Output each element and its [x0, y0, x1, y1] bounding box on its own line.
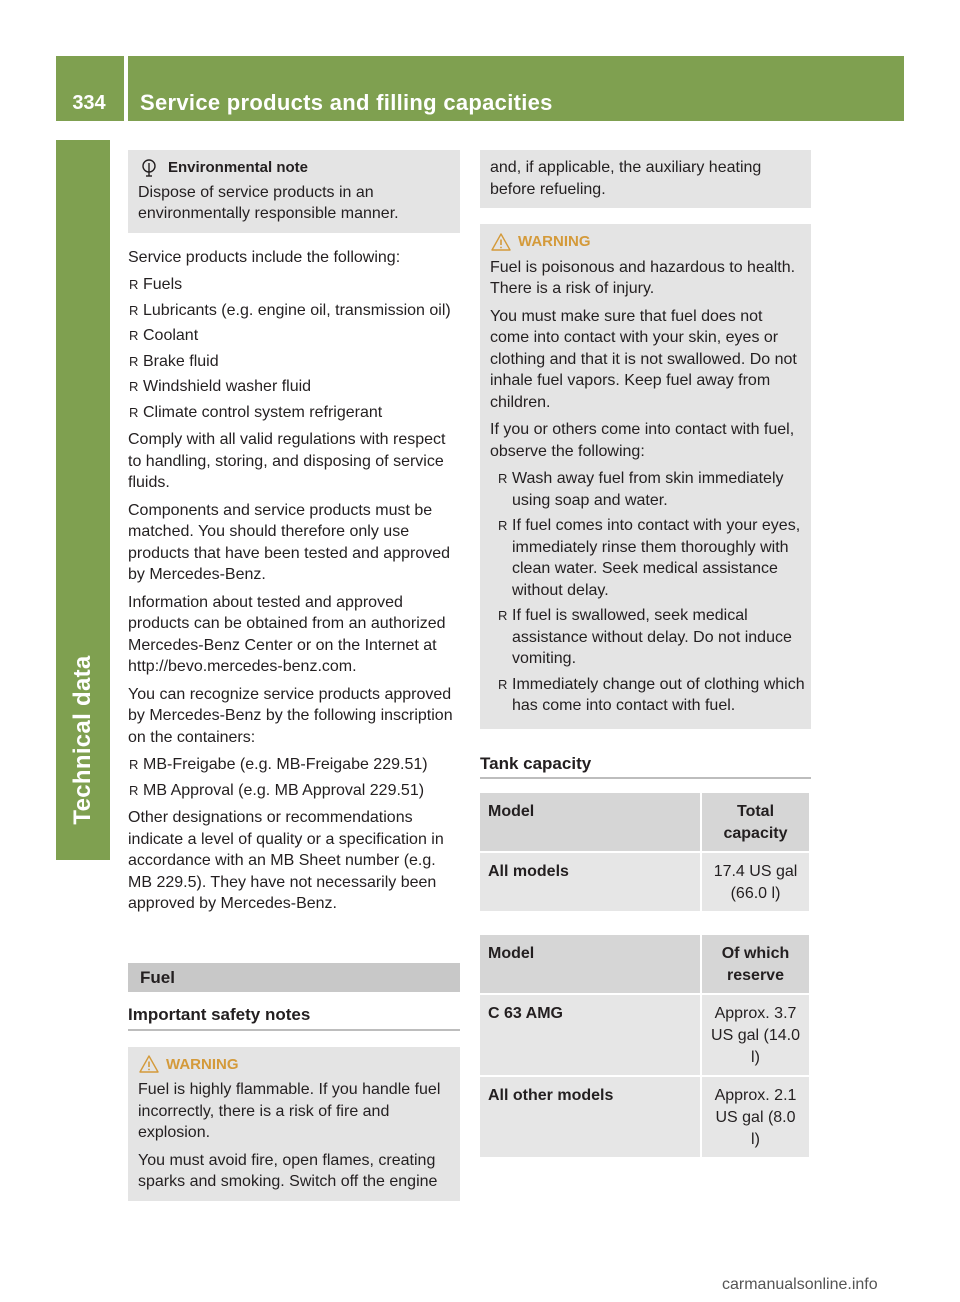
- list-item: R Coolant: [128, 325, 460, 347]
- list-item: R Windshield washer fluid: [128, 376, 460, 398]
- paragraph: You must make sure that fuel does not come into contact with your skin, eyes or clothing and that it is not swallowed. Do not inhale fuel vapors. Keep fuel away from children.: [490, 307, 797, 411]
- warning-box-fire: [128, 1047, 460, 1201]
- list-item: R If fuel is swallowed, seek medical assistance without delay. Do not induce vomiting.: [490, 605, 805, 670]
- left-column: [128, 150, 460, 1201]
- environmental-note-title: Environmental note: [168, 159, 309, 176]
- products-intro: Service products include the following:: [128, 248, 401, 266]
- table-header: Total capacity: [702, 793, 809, 851]
- header-divider: [124, 56, 128, 121]
- section-title-fuel: Fuel: [128, 963, 460, 993]
- lightbulb-icon: [138, 158, 160, 178]
- warning-title: WARNING: [166, 1055, 239, 1073]
- paragraph: You must avoid fire, open flames, creating sparks and smoking. Switch off the engine: [138, 1151, 438, 1190]
- table-row: [480, 1077, 809, 1157]
- fuel-contact-list: [490, 468, 805, 717]
- watermark: carmanualsonline.info: [722, 1276, 878, 1293]
- continuation-box: [480, 150, 811, 208]
- table-row: [480, 853, 809, 911]
- continuation-text: and, if applicable, the auxiliary heating before refueling.: [490, 159, 762, 198]
- list-item: R Fuels: [128, 274, 460, 296]
- list-item: R MB-Freigabe (e.g. MB-Freigabe 229.51): [128, 754, 460, 776]
- table-header: Model: [480, 793, 700, 851]
- paragraph: If you or others come into contact with fuel, observe the following:: [490, 421, 795, 460]
- right-column: [480, 150, 811, 1159]
- warning-title: WARNING: [518, 233, 591, 250]
- paragraph: Fuel is poisonous and hazardous to health. There is a risk of injury.: [490, 258, 796, 297]
- table-row: [480, 995, 809, 1075]
- side-tab-label: Technical data: [69, 655, 96, 825]
- table-cell: C 63 AMG: [480, 995, 700, 1075]
- tank-capacity-heading: Tank capacity: [480, 733, 811, 780]
- table-header: Model: [480, 935, 700, 993]
- environmental-note-text: Dispose of service products in an environmentally responsible manner.: [138, 183, 399, 222]
- approvals-list: [128, 754, 460, 801]
- products-list: [128, 274, 460, 423]
- table-cell: 17.4 US gal (66.0 l): [702, 853, 809, 911]
- table-cell: Approx. 2.1 US gal (8.0 l): [702, 1077, 809, 1157]
- list-item: R Wash away fuel from skin immediately using soap and water.: [490, 468, 805, 511]
- list-item: R MB Approval (e.g. MB Approval 229.51): [128, 780, 460, 802]
- subsection-title: Important safety notes: [128, 992, 460, 1031]
- list-item: R Immediately change out of clothing which has come into contact with fuel.: [490, 674, 805, 717]
- warning-triangle-icon: [138, 1054, 160, 1074]
- reserve-capacity-table: [478, 933, 811, 1159]
- paragraph: You can recognize service products approved by Mercedes-Benz by the following inscription on the containers:: [128, 685, 453, 746]
- paragraph: Other designations or recommendations indicate a level of quality or a specification in accordance with an MB Sheet number (e.g. MB 229.5). They have not necessarily been approved by Mercedes-Benz.: [128, 809, 444, 912]
- table-cell: All models: [480, 853, 700, 911]
- list-item: R Lubricants (e.g. engine oil, transmission oil): [128, 300, 460, 322]
- list-item: R If fuel comes into contact with your eyes, immediately rinse them thoroughly with clean water. Seek medical assistance without delay.: [490, 515, 805, 601]
- table-cell: All other models: [480, 1077, 700, 1157]
- warning-triangle-icon: [490, 232, 512, 252]
- table-header: Of which reserve: [702, 935, 809, 993]
- page-title: Service products and filling capacities: [140, 90, 553, 115]
- paragraph: Components and service products must be matched. You should therefore only use products that have been tested and approved by Mercedes-Benz.: [128, 501, 451, 583]
- environmental-note: [128, 150, 460, 233]
- paragraph: Information about tested and approved products can be obtained from an authorized Mercedes-Benz Center or on the Internet at http://bevo.mercedes-benz.com.: [128, 593, 446, 675]
- list-item: R Climate control system refrigerant: [128, 402, 460, 424]
- list-item: R Brake fluid: [128, 351, 460, 373]
- warning-box-poison: [480, 224, 811, 729]
- paragraph: Comply with all valid regulations with respect to handling, storing, and disposing of service fluids.: [128, 431, 446, 491]
- total-capacity-table: [478, 791, 811, 913]
- paragraph: Fuel is highly flammable. If you handle fuel incorrectly, there is a risk of fire and explosion.: [138, 1081, 441, 1141]
- page-number: 334: [72, 92, 106, 114]
- table-cell: Approx. 3.7 US gal (14.0 l): [702, 995, 809, 1075]
